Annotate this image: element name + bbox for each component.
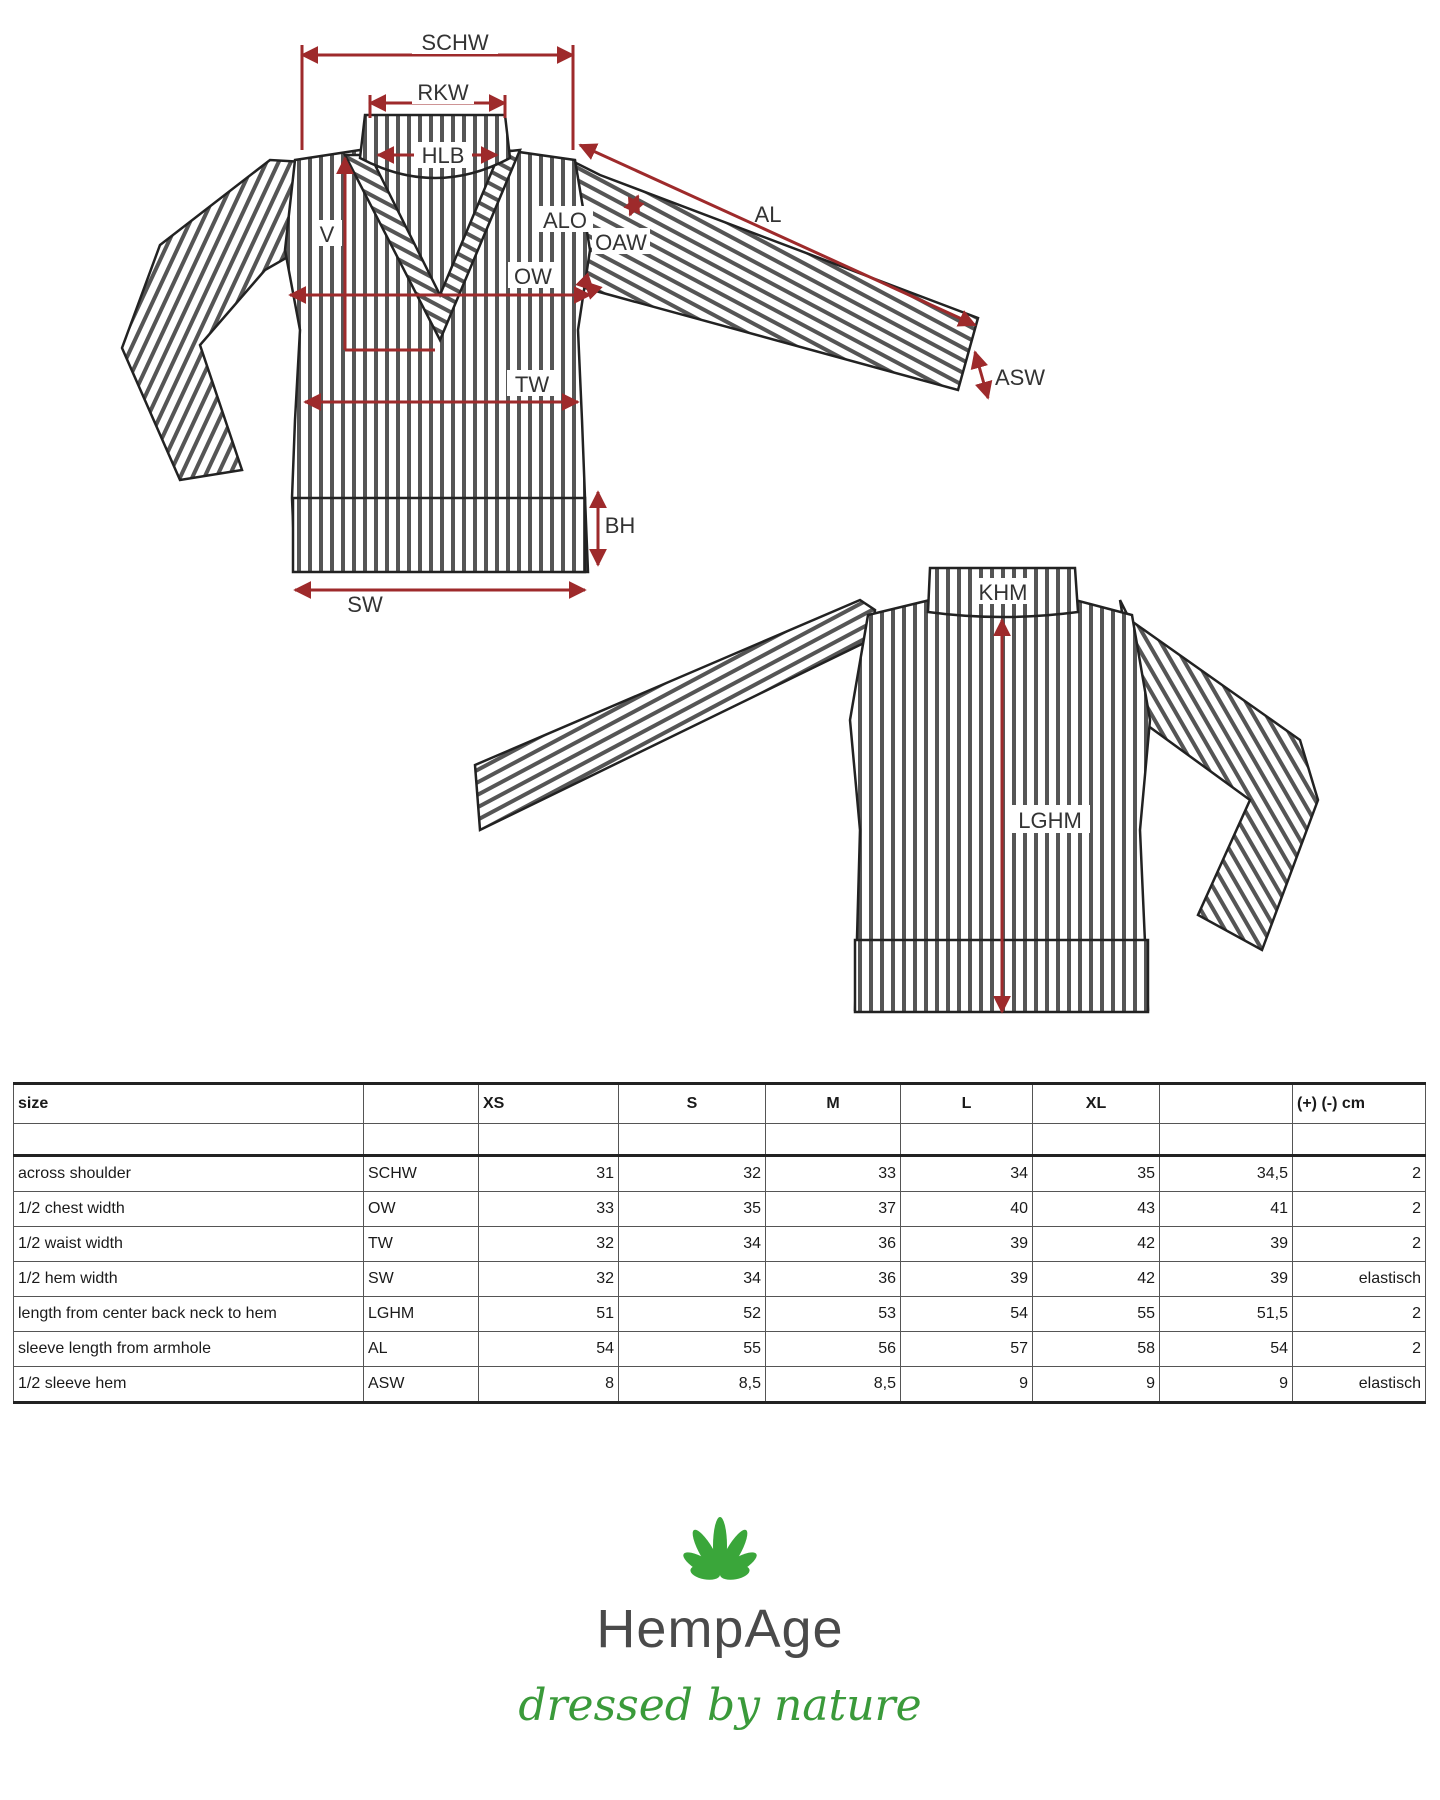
row-label: 1/2 chest width <box>14 1192 364 1227</box>
row-code: AL <box>364 1332 479 1367</box>
label-schw: SCHW <box>421 30 489 55</box>
row-value: 32 <box>479 1262 619 1297</box>
row-value: 36 <box>766 1262 901 1297</box>
row-value: 55 <box>619 1332 766 1367</box>
row-value: 33 <box>479 1192 619 1227</box>
back-right-sleeve <box>1120 600 1318 950</box>
row-value: 2 <box>1293 1156 1426 1192</box>
row-value: 41 <box>1160 1192 1293 1227</box>
label-rkw: RKW <box>417 80 469 105</box>
row-value: 42 <box>1033 1227 1160 1262</box>
front-hem-band <box>293 498 585 572</box>
table-row <box>14 1262 1426 1297</box>
label-alo: ALO <box>542 208 588 233</box>
header-tolerance: (+) (-) cm <box>1293 1084 1426 1124</box>
row-label: length from center back neck to hem <box>14 1297 364 1332</box>
row-value: 2 <box>1293 1297 1426 1332</box>
row-value: 58 <box>1033 1332 1160 1367</box>
label-sw: SW <box>347 592 383 617</box>
row-value: 40 <box>901 1192 1033 1227</box>
header-size-xl: XL <box>1033 1084 1160 1124</box>
row-label: across shoulder <box>14 1156 364 1192</box>
row-value: 39 <box>1160 1227 1293 1262</box>
label-lghm: LGHM <box>1018 808 1082 833</box>
row-value: 32 <box>479 1227 619 1262</box>
label-v: V <box>319 222 335 247</box>
row-value: elastisch <box>1293 1367 1426 1403</box>
table-row <box>14 1297 1426 1332</box>
row-value: 42 <box>1033 1262 1160 1297</box>
table-row <box>14 1227 1426 1262</box>
header-extra <box>1160 1084 1293 1124</box>
row-value: 39 <box>901 1227 1033 1262</box>
row-value: 39 <box>1160 1262 1293 1297</box>
front-right-sleeve <box>570 160 978 390</box>
row-value: 37 <box>766 1192 901 1227</box>
row-value: 51 <box>479 1297 619 1332</box>
label-oaw: OAW <box>595 230 647 255</box>
row-value: 34 <box>619 1227 766 1262</box>
row-value: 33 <box>766 1156 901 1192</box>
row-value: 9 <box>1160 1367 1293 1403</box>
row-value: 56 <box>766 1332 901 1367</box>
label-tw: TW <box>514 372 550 397</box>
header-size-l: L <box>901 1084 1033 1124</box>
back-left-sleeve <box>475 600 875 830</box>
header-label: size <box>14 1084 364 1124</box>
table-spacer-row <box>14 1124 1426 1156</box>
row-value: 2 <box>1293 1227 1426 1262</box>
row-value: 54 <box>479 1332 619 1367</box>
brand-block <box>0 1470 1440 1790</box>
row-value: 31 <box>479 1156 619 1192</box>
row-value: 36 <box>766 1227 901 1262</box>
label-bh: BH <box>604 513 636 538</box>
row-code: SW <box>364 1262 479 1297</box>
label-khm: KHM <box>978 580 1028 605</box>
table-row <box>14 1156 1426 1192</box>
row-value: 52 <box>619 1297 766 1332</box>
label-asw: ASW <box>994 365 1046 390</box>
row-value: elastisch <box>1293 1262 1426 1297</box>
row-value: 43 <box>1033 1192 1160 1227</box>
row-value: 32 <box>619 1156 766 1192</box>
row-value: 9 <box>1033 1367 1160 1403</box>
row-code: ASW <box>364 1367 479 1403</box>
brand-name: HempAge <box>596 1599 844 1659</box>
row-value: 57 <box>901 1332 1033 1367</box>
header-code <box>364 1084 479 1124</box>
row-value: 54 <box>1160 1332 1293 1367</box>
row-value: 34,5 <box>1160 1156 1293 1192</box>
table-row <box>14 1367 1426 1403</box>
row-value: 35 <box>619 1192 766 1227</box>
back-view <box>475 568 1318 1012</box>
front-view <box>122 115 978 572</box>
row-value: 55 <box>1033 1297 1160 1332</box>
header-size-s: S <box>619 1084 766 1124</box>
label-al: AL <box>754 202 782 227</box>
header-size-m: M <box>766 1084 901 1124</box>
row-code: SCHW <box>364 1156 479 1192</box>
row-code: TW <box>364 1227 479 1262</box>
row-code: LGHM <box>364 1297 479 1332</box>
table-row <box>14 1192 1426 1227</box>
row-value: 8,5 <box>619 1367 766 1403</box>
row-code: OW <box>364 1192 479 1227</box>
row-label: sleeve length from armhole <box>14 1332 364 1367</box>
size-table <box>13 1082 1426 1404</box>
row-value: 9 <box>901 1367 1033 1403</box>
row-value: 2 <box>1293 1332 1426 1367</box>
label-hlb: HLB <box>421 143 465 168</box>
front-left-sleeve <box>122 160 305 480</box>
table-body <box>14 1156 1426 1403</box>
label-ow: OW <box>514 264 552 289</box>
row-value: 34 <box>901 1156 1033 1192</box>
row-value: 35 <box>1033 1156 1160 1192</box>
row-value: 53 <box>766 1297 901 1332</box>
row-value: 39 <box>901 1262 1033 1297</box>
header-size-xs: XS <box>479 1084 619 1124</box>
hemp-leaf-logo <box>650 1480 790 1600</box>
leaf-icon <box>680 1517 760 1582</box>
row-value: 8 <box>479 1367 619 1403</box>
row-value: 51,5 <box>1160 1297 1293 1332</box>
table-row <box>14 1332 1426 1367</box>
row-value: 54 <box>901 1297 1033 1332</box>
table-header-row <box>14 1084 1426 1124</box>
row-value: 2 <box>1293 1192 1426 1227</box>
row-label: 1/2 hem width <box>14 1262 364 1297</box>
row-label: 1/2 waist width <box>14 1227 364 1262</box>
brand-tagline: dressed by nature <box>518 1680 922 1731</box>
row-label: 1/2 sleeve hem <box>14 1367 364 1403</box>
row-value: 8,5 <box>766 1367 901 1403</box>
row-value: 34 <box>619 1262 766 1297</box>
